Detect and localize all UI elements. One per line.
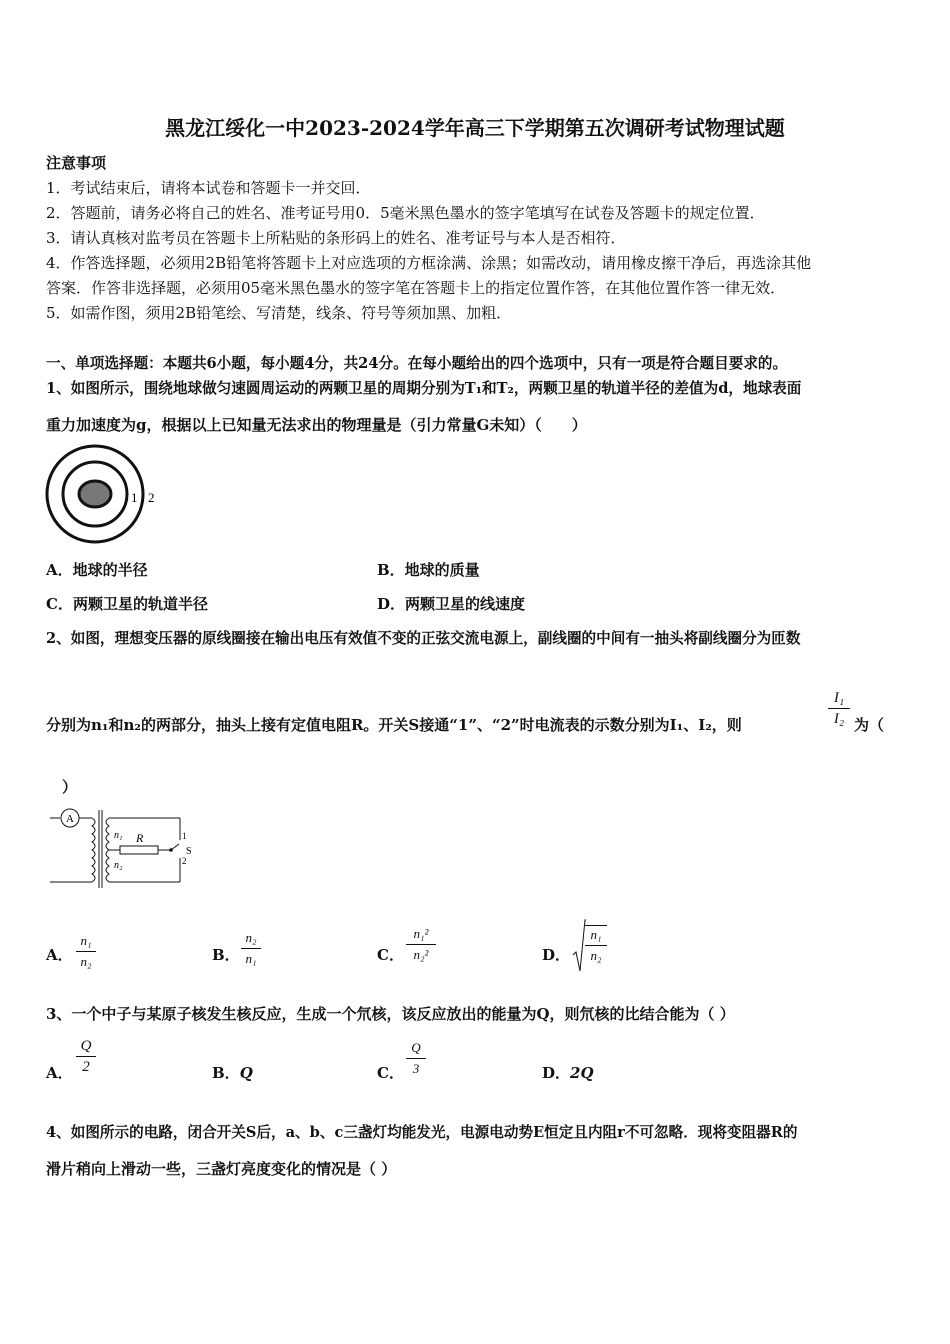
switch-pos-2: 2	[182, 856, 187, 866]
fraction-num: n₂	[245, 930, 257, 945]
q1-option-a: A．地球的半径	[46, 561, 148, 579]
notice-item-4-cont: 答案．作答非选择题，必须用05毫米黑色墨水的签字笔在答题卡上的指定位置作答，在其他位置作答一律无效．	[46, 279, 786, 297]
fraction-bar	[406, 1058, 426, 1059]
fraction-bar	[585, 945, 607, 946]
fraction-bar	[828, 708, 850, 709]
ammeter-label: A	[66, 813, 74, 825]
q3-line1: 3、一个中子与某原子核发生核反应，生成一个氘核，该反应放出的能量为Q，则氘核的比结合能为（ ）	[46, 1005, 735, 1023]
earth	[79, 481, 111, 507]
n2-label: n₂	[114, 860, 123, 871]
notice-item-3: 3．请认真核对监考员在答题卡上所粘贴的条形码上的姓名、准考证号与本人是否相符．	[46, 229, 626, 247]
q1-line2: 重力加速度为g，根据以上已知量无法求出的物理量是（引力常量G未知）（ ）	[46, 416, 587, 434]
q1-option-d: D．两颗卫星的线速度	[377, 595, 526, 613]
fraction-den: n₂²	[413, 947, 429, 962]
notice-item-4: 4．作答选择题，必须用2B铅笔将答题卡上对应选项的方框涂满、涂黑；如需改动，请用橡皮擦干净后，再选涂其他	[46, 254, 812, 272]
notice-item-5: 5．如需作图，须用2B铅笔绘、写清楚，线条、符号等须加黑、加粗．	[46, 304, 512, 322]
q3-option-a: A．	[46, 1064, 73, 1082]
q3-option-d	[542, 1062, 594, 1083]
q2-line3: ）	[62, 778, 78, 796]
q3-option-b	[212, 1062, 253, 1083]
orbit-label-2: 2	[148, 490, 155, 505]
q1-line1: 1、如图所示，围绕地球做匀速圆周运动的两颗卫星的周期分别为T₁和T₂，两颗卫星的轨道半径的差值为d，地球表面	[46, 380, 802, 397]
option-label: D．	[542, 1064, 571, 1082]
q2-option-c: C．	[377, 946, 404, 964]
fraction-den: 3	[412, 1061, 420, 1076]
q3-option-c-fraction	[406, 1039, 426, 1078]
transformer-diagram	[46, 802, 196, 892]
q2-option-c-fraction	[406, 925, 436, 964]
section-heading: 一、单项选择题：本题共6小题，每小题4分，共24分。在每小题给出的四个选项中，只有一项是符合题目要求的。	[46, 355, 788, 372]
orbit-diagram	[40, 444, 170, 544]
secondary-coil	[106, 818, 109, 882]
option-label: B．	[212, 1064, 240, 1082]
q2-option-d: D．	[542, 946, 571, 964]
n1-label: n₁	[114, 830, 123, 841]
switch-label: S	[186, 846, 192, 857]
fraction-den: n₂	[590, 948, 602, 963]
fraction-bar	[76, 951, 96, 952]
q4-line1: 4、如图所示的电路，闭合开关S后，a、b、c三盏灯均能发光，电源电动势E恒定且内阻r不可忽略．现将变阻器R的	[46, 1124, 798, 1141]
q1-option-b: B．地球的质量	[377, 561, 480, 579]
switch	[171, 844, 179, 850]
q2-line2: 分别为n₁和n₂的两部分，抽头上接有定值电阻R。开关S接通“1”、“2”时电流表的示数分别为I₁、I₂，则	[46, 716, 742, 734]
fraction-num: Q	[411, 1040, 421, 1055]
notice-heading: 注意事项	[46, 154, 107, 172]
q1-option-c: C．两颗卫星的轨道半径	[46, 595, 208, 613]
q2-option-d-fraction	[585, 925, 607, 965]
q2-option-b: B．	[212, 946, 240, 964]
orbit-label-1: 1	[131, 490, 138, 505]
q2-option-a: A．	[46, 946, 73, 964]
primary-coil	[92, 818, 95, 882]
q2-ratio-fraction	[828, 689, 850, 728]
q2-option-b-fraction	[241, 929, 261, 968]
q2-option-a-fraction	[76, 932, 96, 971]
q2-ratio-num: I₁	[833, 690, 845, 706]
page-title: 黑龙江绥化一中2023-2024学年高三下学期第五次调研考试物理试题	[165, 116, 785, 140]
notice-item-2: 2．答题前，请务必将自己的姓名、准考证号用0．5毫米黑色墨水的签字笔填写在试卷及答题卡的规定位置．	[46, 204, 765, 222]
switch-pos-1: 1	[182, 831, 187, 841]
fraction-den: n₂	[80, 954, 92, 969]
notice-item-1: 1．考试结束后，请将本试卷和答题卡一并交回．	[46, 179, 371, 197]
fraction-num: Q	[80, 1038, 92, 1054]
fraction-bar	[76, 1056, 96, 1057]
resistor	[120, 846, 158, 854]
q2-ratio-den: I₂	[833, 711, 845, 727]
fraction-den: 2	[82, 1059, 90, 1075]
q2-line1: 2、如图，理想变压器的原线圈接在输出电压有效值不变的正弦交流电源上，副线圈的中间有一抽头将副线圈分为匝数	[46, 630, 801, 647]
fraction-den: n₁	[245, 951, 257, 966]
q2-line2-end: 为（	[854, 716, 885, 734]
fraction-num: n₁²	[413, 926, 429, 941]
fraction-bar	[406, 944, 436, 945]
option-value: Q	[239, 1064, 253, 1082]
resistor-label: R	[136, 831, 144, 845]
q3-option-a-fraction	[76, 1037, 96, 1076]
sqrt-icon	[572, 919, 586, 973]
option-value: 2Q	[570, 1064, 594, 1082]
fraction-num: n₁	[590, 927, 602, 942]
q3-option-c: C．	[377, 1064, 404, 1082]
q4-line2: 滑片稍向上滑动一些，三盏灯亮度变化的情况是（ ）	[46, 1160, 397, 1178]
fraction-bar	[241, 948, 261, 949]
fraction-num: n₁	[80, 933, 92, 948]
